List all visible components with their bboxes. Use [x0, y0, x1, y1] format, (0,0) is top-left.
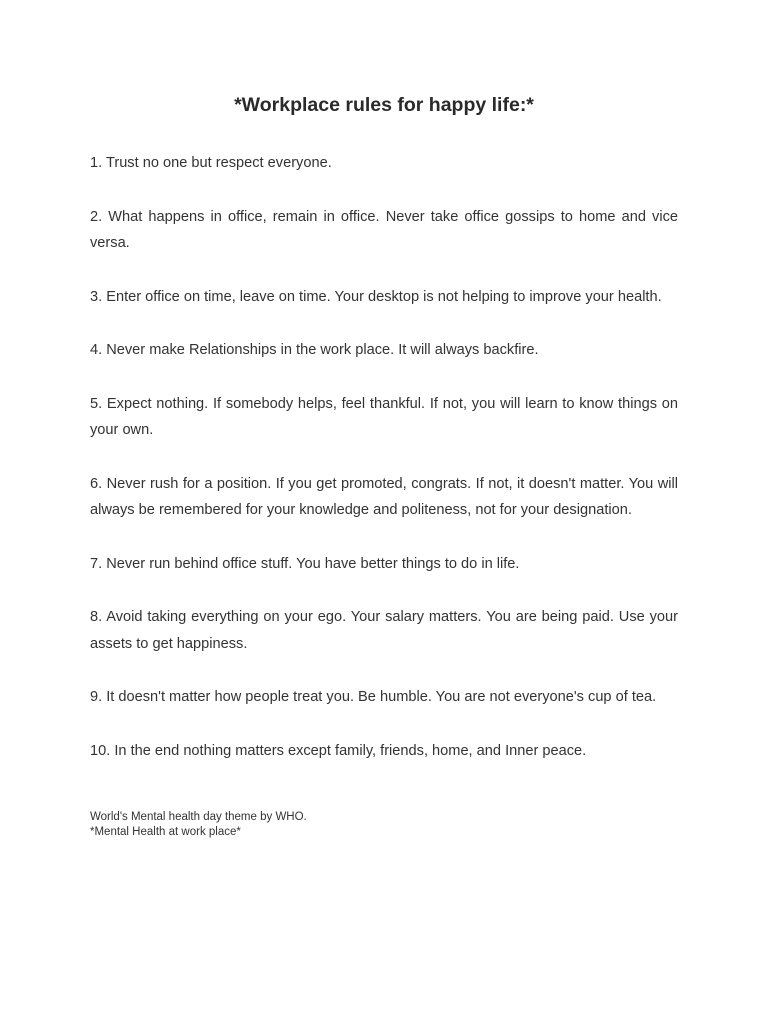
rule-item: 4. Never make Relationships in the work place. It will always backfire.: [90, 342, 539, 358]
footer-line-theme: World's Mental health day theme by WHO.: [90, 811, 307, 823]
rule-item: 8. Avoid taking everything on your ego. Your salary matters. You are being paid. Use your assets to get happiness.: [90, 609, 678, 652]
page-title: *Workplace rules for happy life:*: [234, 94, 534, 116]
rule-item: 6. Never rush for a position. If you get promoted, congrats. If not, it doesn't matter. You will always be remembered for your knowledge and politeness, not for your designation.: [90, 475, 678, 518]
rule-item: 1. Trust no one but respect everyone.: [90, 155, 332, 171]
rule-item: 9. It doesn't matter how people treat you. Be humble. You are not everyone's cup of tea.: [90, 689, 657, 705]
rule-item: 5. Expect nothing. If somebody helps, feel thankful. If not, you will learn to know things on your own.: [90, 395, 678, 438]
rule-item: 2. What happens in office, remain in office. Never take office gossips to home and vice versa.: [90, 208, 678, 251]
footer-note: [90, 810, 678, 840]
footer-line-subtitle: *Mental Health at work place*: [90, 826, 241, 838]
rule-item: 7. Never run behind office stuff. You have better things to do in life.: [90, 555, 520, 572]
rules-list: [90, 150, 678, 791]
rule-item: 3. Enter office on time, leave on time. Your desktop is not helping to improve your health.: [90, 288, 662, 305]
rule-item: 10. In the end nothing matters except family, friends, home, and Inner peace.: [90, 742, 587, 759]
